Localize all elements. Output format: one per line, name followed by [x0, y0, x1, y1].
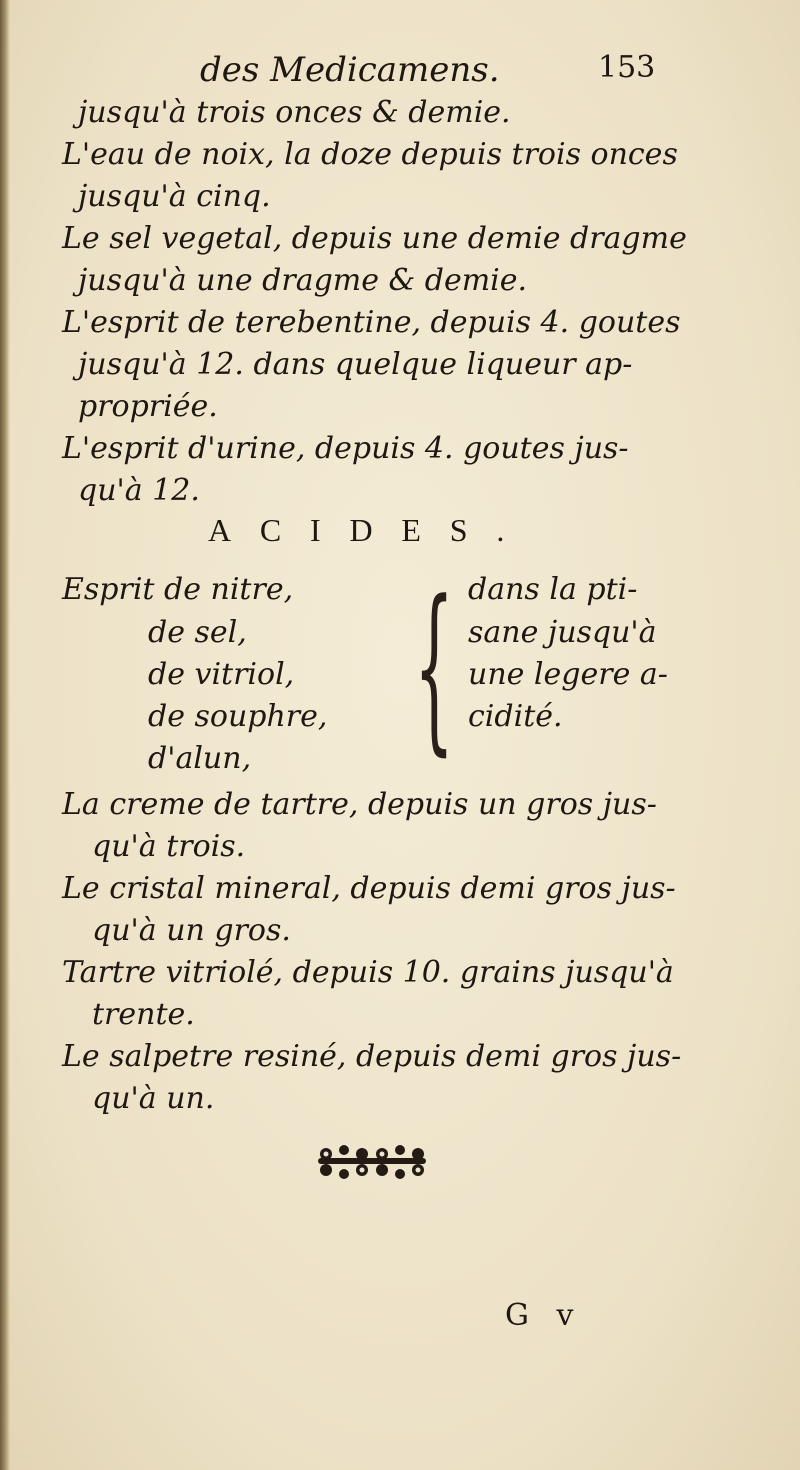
text-line: qu'à 12. [78, 473, 200, 508]
acid-list-item: de sel, [148, 615, 247, 650]
text-line: La creme de tartre, depuis un gros jus- [62, 787, 657, 822]
text-line: Le sel vegetal, depuis une demie dragme [62, 221, 687, 256]
text-line: jusqu'à une dragme & demie. [78, 263, 528, 298]
running-header-title: des Medicamens. [200, 50, 500, 90]
acid-list-item: de souphre, [148, 699, 328, 734]
acid-dosage-text: une legere a- [468, 657, 668, 692]
acid-dosage-text: dans la pti- [468, 572, 638, 607]
text-line: L'esprit d'urine, depuis 4. goutes jus- [62, 431, 629, 466]
acid-list-item: d'alun, [148, 741, 252, 776]
text-line: propriée. [78, 389, 218, 424]
printers-ornament-icon [312, 1140, 432, 1184]
text-line: jusqu'à trois onces & demie. [78, 95, 511, 130]
text-line: qu'à trois. [92, 829, 246, 864]
text-line: jusqu'à 12. dans quelque liqueur ap- [78, 347, 633, 382]
page-binding-edge [0, 0, 10, 1470]
text-line: Tartre vitriolé, depuis 10. grains jusqu'à [62, 955, 674, 990]
text-line: qu'à un gros. [92, 913, 291, 948]
text-line: Le salpetre resiné, depuis demi gros jus- [62, 1039, 682, 1074]
signature-mark: G v [505, 1298, 583, 1333]
section-heading-acides: ACIDES. [208, 512, 534, 548]
acid-list-item: de vitriol, [148, 657, 295, 692]
curly-brace-icon: { [414, 563, 455, 772]
text-line: qu'à un. [92, 1081, 215, 1116]
acid-list-item: Esprit de nitre, [62, 572, 294, 607]
acid-dosage-text: sane jusqu'à [468, 615, 657, 650]
page-number: 153 [598, 50, 656, 85]
text-line: L'eau de noix, la doze depuis trois onces [62, 137, 678, 172]
text-line: L'esprit de terebentine, depuis 4. goutes [62, 305, 681, 340]
text-line: jusqu'à cinq. [78, 179, 271, 214]
acid-dosage-text: cidité. [468, 699, 563, 734]
text-line: Le cristal mineral, depuis demi gros jus- [62, 871, 676, 906]
text-line: trente. [92, 997, 195, 1032]
